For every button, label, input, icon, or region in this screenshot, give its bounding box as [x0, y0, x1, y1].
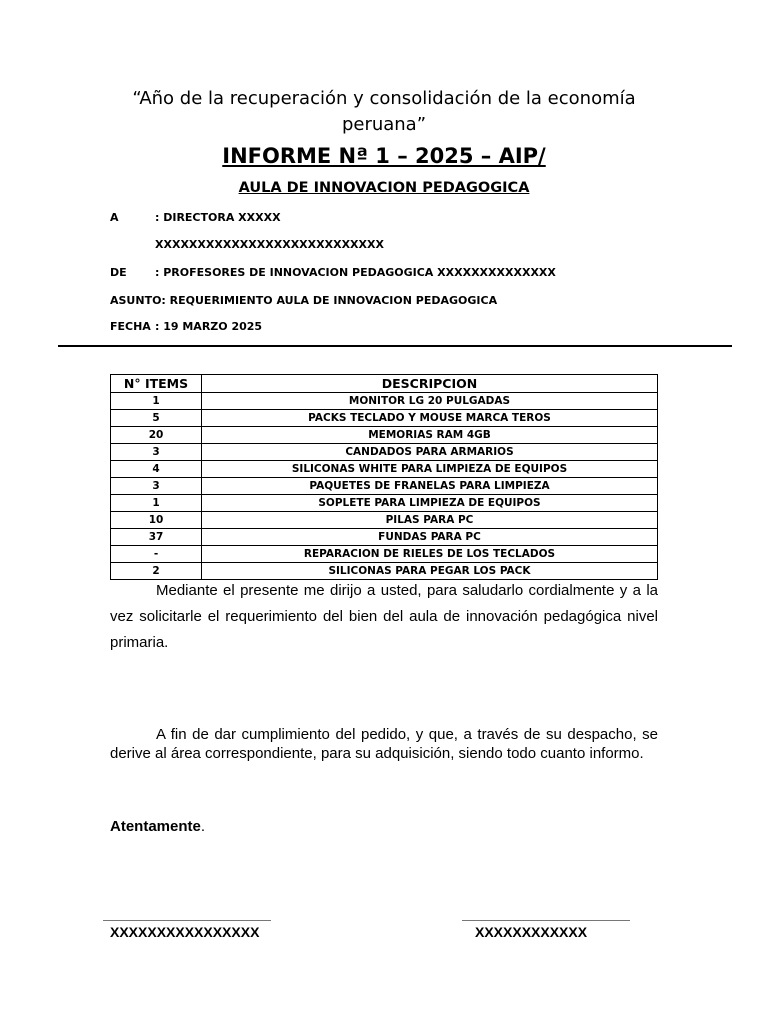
year-motto-line-1: “Año de la recuperación y consolidación de la economía — [132, 88, 636, 109]
column-header-description: DESCRIPCION — [202, 375, 658, 393]
table-row — [111, 512, 658, 529]
table-row — [111, 444, 658, 461]
item-qty: 10 — [111, 512, 202, 529]
to-label: A — [110, 211, 119, 224]
item-qty: 4 — [111, 461, 202, 478]
body-paragraph-1-text: Mediante el presente me dirijo a usted, para saludarlo cordialmente y a la vez solicitarle el requerimiento del bien del aula de innovación pedagógica nivel primaria. — [110, 582, 658, 651]
subject-line: ASUNTO: REQUERIMIENTO AULA DE INNOVACION PEDAGOGICA — [110, 294, 498, 307]
item-description: SILICONAS PARA PEGAR LOS PACK — [202, 563, 658, 580]
from-value: : PROFESORES DE INNOVACION PEDAGOGICA XXXXXXXXXXXXXX — [155, 266, 556, 279]
item-qty: 1 — [111, 393, 202, 410]
item-description: PAQUETES DE FRANELAS PARA LIMPIEZA — [202, 478, 658, 495]
date-value: : 19 MARZO 2025 — [155, 320, 263, 333]
column-header-items: N° ITEMS — [111, 375, 202, 393]
item-qty: 20 — [111, 427, 202, 444]
item-description: SILICONAS WHITE PARA LIMPIEZA DE EQUIPOS — [202, 461, 658, 478]
item-description: REPARACION DE RIELES DE LOS TECLADOS — [202, 546, 658, 563]
to-value-line-2: XXXXXXXXXXXXXXXXXXXXXXXXXXX — [155, 238, 384, 251]
item-qty: 2 — [111, 563, 202, 580]
table-row — [111, 495, 658, 512]
report-subtitle: AULA DE INNOVACION PEDAGOGICA — [238, 180, 530, 196]
item-description: FUNDAS PARA PC — [202, 529, 658, 546]
signature-name-left: XXXXXXXXXXXXXXXX — [110, 924, 260, 940]
closing-text: Atentamente — [110, 818, 201, 835]
report-title: INFORME Nª 1 – 2025 – AIP/ — [222, 144, 546, 168]
to-value: : DIRECTORA XXXXX — [155, 211, 281, 224]
body-paragraph-2-text: A fin de dar cumplimiento del pedido, y que, a través de su despacho, se derive al área correspondiente, para su adquisición, siendo todo cuanto informo. — [110, 726, 658, 762]
table-row — [111, 393, 658, 410]
table-row — [111, 478, 658, 495]
item-qty: 5 — [111, 410, 202, 427]
body-paragraph-2 — [110, 725, 658, 763]
table-row — [111, 410, 658, 427]
closing — [110, 818, 205, 835]
body-paragraph-1 — [110, 578, 658, 656]
item-qty: 1 — [111, 495, 202, 512]
table-row — [111, 546, 658, 563]
table-row — [111, 427, 658, 444]
date-label: FECHA — [110, 320, 151, 333]
items-table — [110, 374, 658, 580]
table-header-row — [111, 375, 658, 393]
year-motto — [110, 86, 658, 138]
from-label: DE — [110, 266, 127, 279]
item-description: CANDADOS PARA ARMARIOS — [202, 444, 658, 461]
item-qty: 37 — [111, 529, 202, 546]
item-description: MONITOR LG 20 PULGADAS — [202, 393, 658, 410]
year-motto-line-2: peruana” — [341, 114, 427, 135]
item-description: MEMORIAS RAM 4GB — [202, 427, 658, 444]
item-description: PILAS PARA PC — [202, 512, 658, 529]
signature-line-right — [462, 920, 630, 921]
item-qty: 3 — [111, 478, 202, 495]
closing-punct: . — [200, 818, 206, 835]
item-description: SOPLETE PARA LIMPIEZA DE EQUIPOS — [202, 495, 658, 512]
item-qty: 3 — [111, 444, 202, 461]
table-row — [111, 529, 658, 546]
item-description: PACKS TECLADO Y MOUSE MARCA TEROS — [202, 410, 658, 427]
table-row — [111, 461, 658, 478]
item-qty: - — [111, 546, 202, 563]
header-divider — [58, 345, 732, 347]
table-row — [111, 563, 658, 580]
signature-line-left — [103, 920, 271, 921]
signature-name-right: XXXXXXXXXXXX — [475, 924, 588, 940]
